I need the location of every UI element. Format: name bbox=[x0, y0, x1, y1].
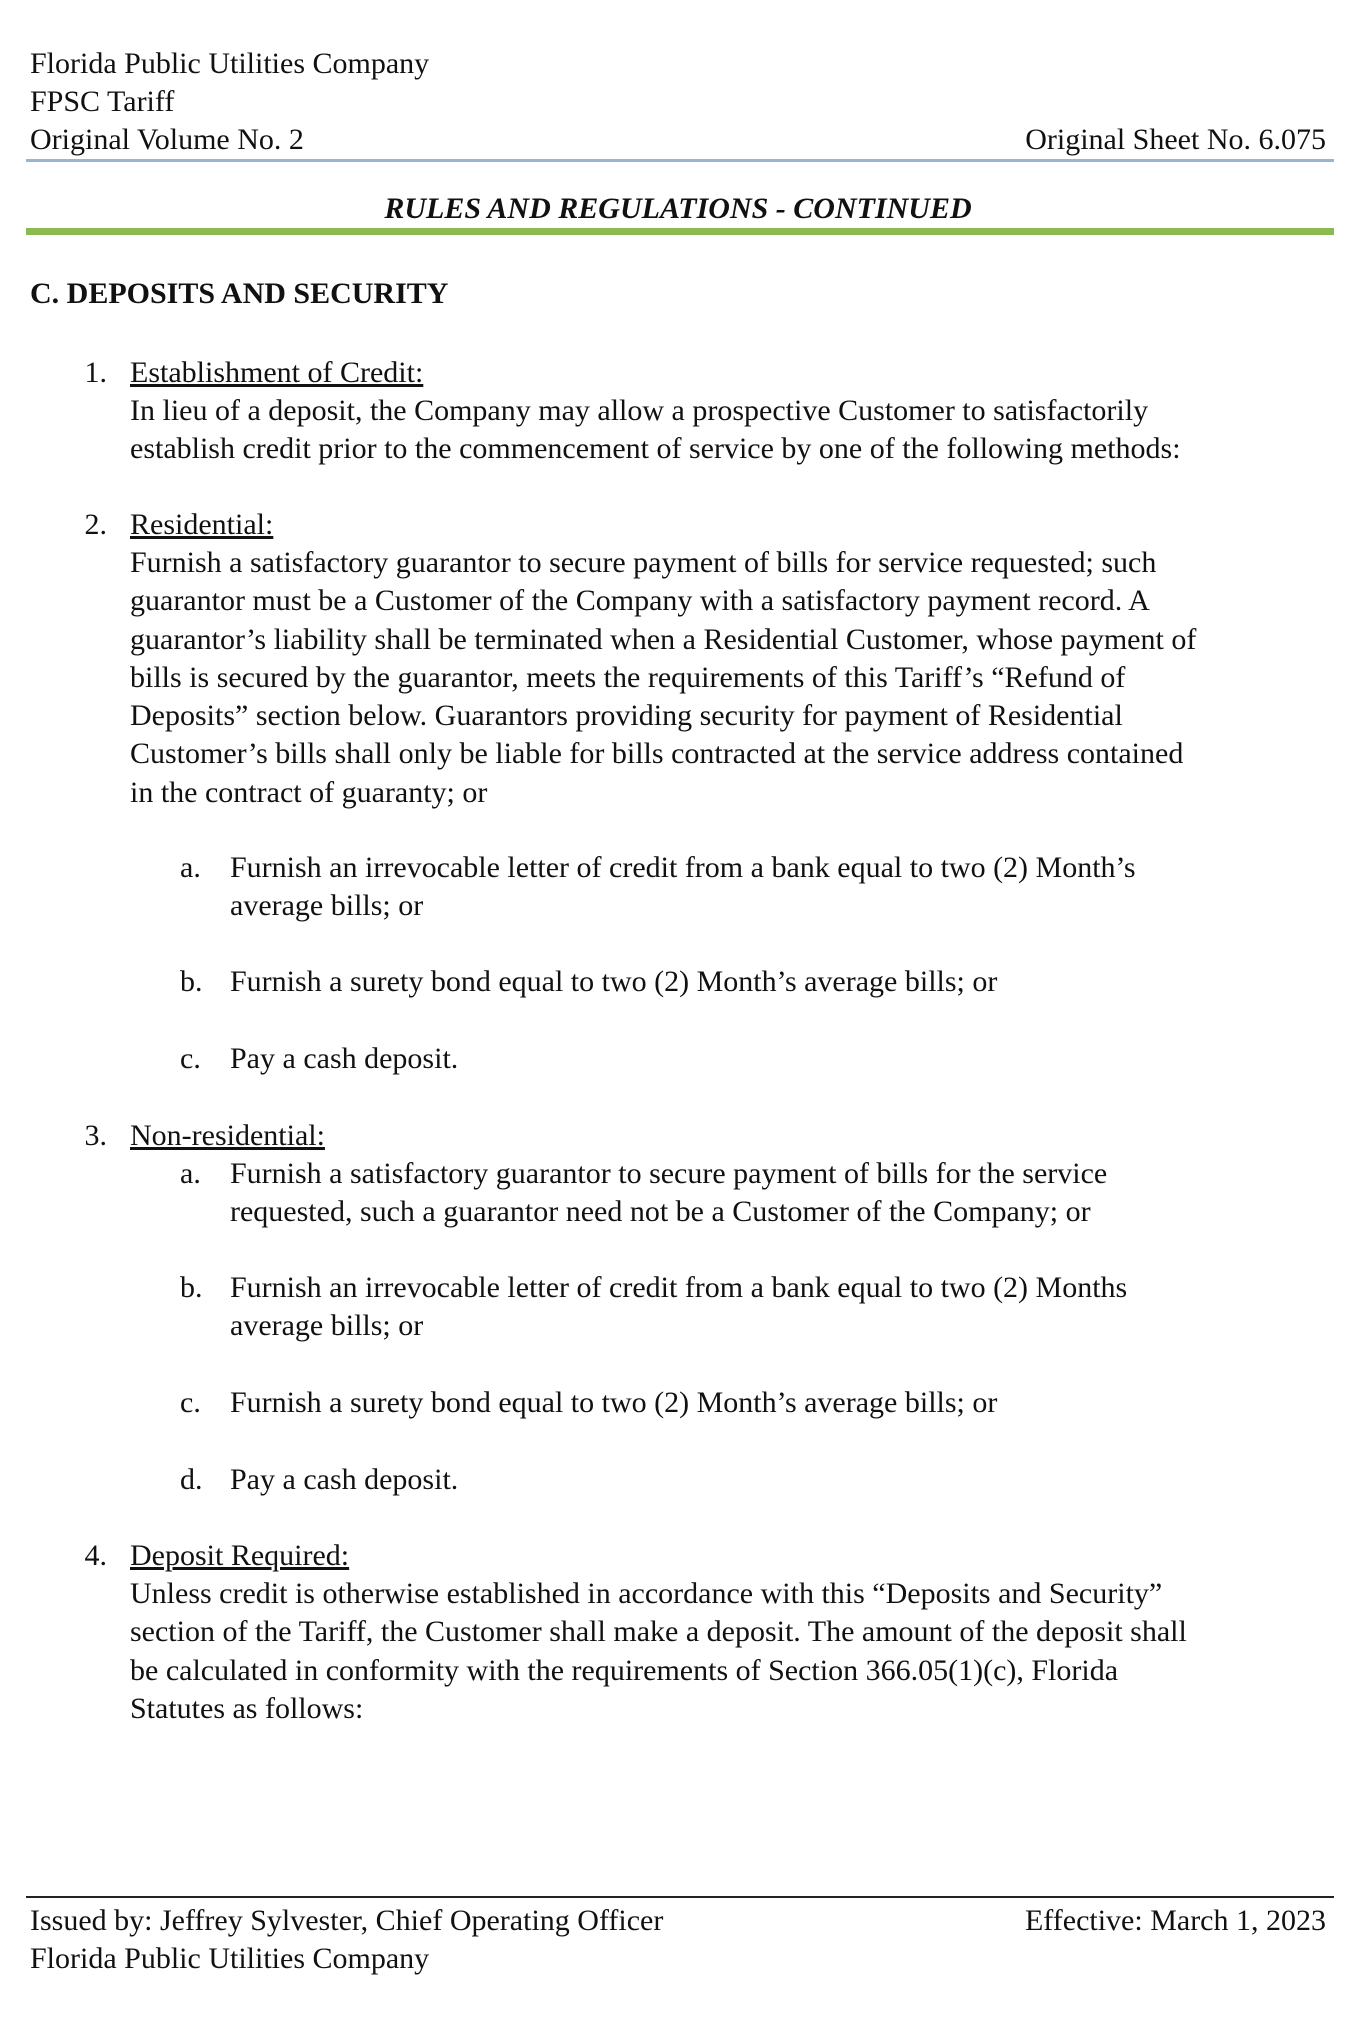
footer-issued-by: Issued by: Jeffrey Sylvester, Chief Operating Officer bbox=[30, 1904, 664, 1937]
sub-item-letter: c. bbox=[180, 1042, 201, 1075]
header-tariff: FPSC Tariff bbox=[30, 85, 175, 118]
header-company: Florida Public Utilities Company bbox=[30, 47, 430, 80]
sub-item bbox=[180, 963, 997, 1001]
item-number: 4. bbox=[84, 1539, 107, 1572]
item-number: 3. bbox=[84, 1119, 107, 1152]
footer-company: Florida Public Utilities Company bbox=[30, 1942, 430, 1975]
section-title: RULES AND REGULATIONS - CONTINUED bbox=[384, 192, 972, 225]
item-number: 2. bbox=[84, 508, 107, 541]
text-line: bills is secured by the guarantor, meets the requirements of this Tariff’s “Refund of bbox=[130, 660, 1126, 694]
item-body bbox=[130, 544, 1196, 812]
sub-item bbox=[180, 1155, 1107, 1231]
text-line: Furnish an irrevocable letter of credit from a bank equal to two (2) Month’s bbox=[230, 851, 1136, 884]
text-line: Customer’s bills shall only be liable for bills contracted at the service address contained bbox=[130, 737, 1184, 771]
text-line: Furnish a satisfactory guarantor to secure payment of bills for service requested; such bbox=[130, 546, 1157, 579]
item-body bbox=[130, 392, 1181, 469]
text-line: section of the Tariff, the Customer shall make a deposit. The amount of the deposit shall bbox=[130, 1615, 1187, 1649]
footer-divider bbox=[26, 1896, 1334, 1898]
text-line: Pay a cash deposit. bbox=[230, 1042, 459, 1075]
text-line: Statutes as follows: bbox=[130, 1691, 364, 1725]
header-volume: Original Volume No. 2 bbox=[30, 123, 304, 156]
header-sheet-number: Original Sheet No. 6.075 bbox=[1025, 123, 1326, 156]
text-line: Furnish a surety bond equal to two (2) Month’s average bills; or bbox=[230, 1386, 998, 1419]
text-line: Pay a cash deposit. bbox=[230, 1463, 459, 1496]
text-line: guarantor’s liability shall be terminated when a Residential Customer, whose payment of bbox=[130, 622, 1197, 656]
section-divider bbox=[26, 228, 1334, 235]
item-body bbox=[130, 1575, 1187, 1728]
item-label: Establishment of Credit: bbox=[130, 356, 424, 389]
sub-item bbox=[180, 1384, 997, 1422]
sub-item-letter: d. bbox=[180, 1463, 203, 1496]
sub-item-letter: c. bbox=[180, 1386, 201, 1419]
sub-item bbox=[180, 1269, 1127, 1345]
sub-item bbox=[180, 849, 1136, 925]
sub-item bbox=[180, 1040, 458, 1078]
header-divider bbox=[26, 159, 1334, 162]
sub-item-letter: a. bbox=[180, 851, 201, 884]
text-line: Furnish an irrevocable letter of credit from a bank equal to two (2) Months bbox=[230, 1271, 1128, 1304]
text-line: Deposits” section below. Guarantors providing security for payment of Residential bbox=[130, 699, 1123, 733]
item-label: Deposit Required: bbox=[130, 1539, 350, 1572]
sub-item-letter: b. bbox=[180, 1271, 203, 1304]
text-line: in the contract of guaranty; or bbox=[130, 775, 488, 809]
text-line: Furnish a surety bond equal to two (2) Month’s average bills; or bbox=[230, 965, 998, 998]
deposits-heading: C. DEPOSITS AND SECURITY bbox=[30, 277, 449, 310]
text-line: requested, such a guarantor need not be a Customer of the Company; or bbox=[230, 1195, 1091, 1228]
sub-item-letter: b. bbox=[180, 965, 203, 998]
item-number: 1. bbox=[84, 356, 107, 389]
text-line: be calculated in conformity with the requirements of Section 366.05(1)(c), Florida bbox=[130, 1653, 1119, 1687]
sub-item-letter: a. bbox=[180, 1157, 201, 1190]
footer-effective-date: Effective: March 1, 2023 bbox=[1024, 1904, 1326, 1937]
text-line: guarantor must be a Customer of the Company with a satisfactory payment record. A bbox=[130, 584, 1150, 618]
sub-item bbox=[180, 1461, 458, 1499]
text-line: Unless credit is otherwise established in accordance with this “Deposits and Security” bbox=[130, 1577, 1163, 1610]
text-line: In lieu of a deposit, the Company may allow a prospective Customer to satisfactorily bbox=[130, 394, 1149, 427]
text-line: average bills; or bbox=[230, 889, 424, 922]
text-line: Furnish a satisfactory guarantor to secure payment of bills for the service bbox=[230, 1157, 1108, 1190]
text-line: establish credit prior to the commencement of service by one of the following methods: bbox=[130, 432, 1181, 466]
text-line: average bills; or bbox=[230, 1309, 424, 1342]
item-label: Residential: bbox=[130, 508, 274, 541]
item-label: Non-residential: bbox=[130, 1119, 325, 1152]
